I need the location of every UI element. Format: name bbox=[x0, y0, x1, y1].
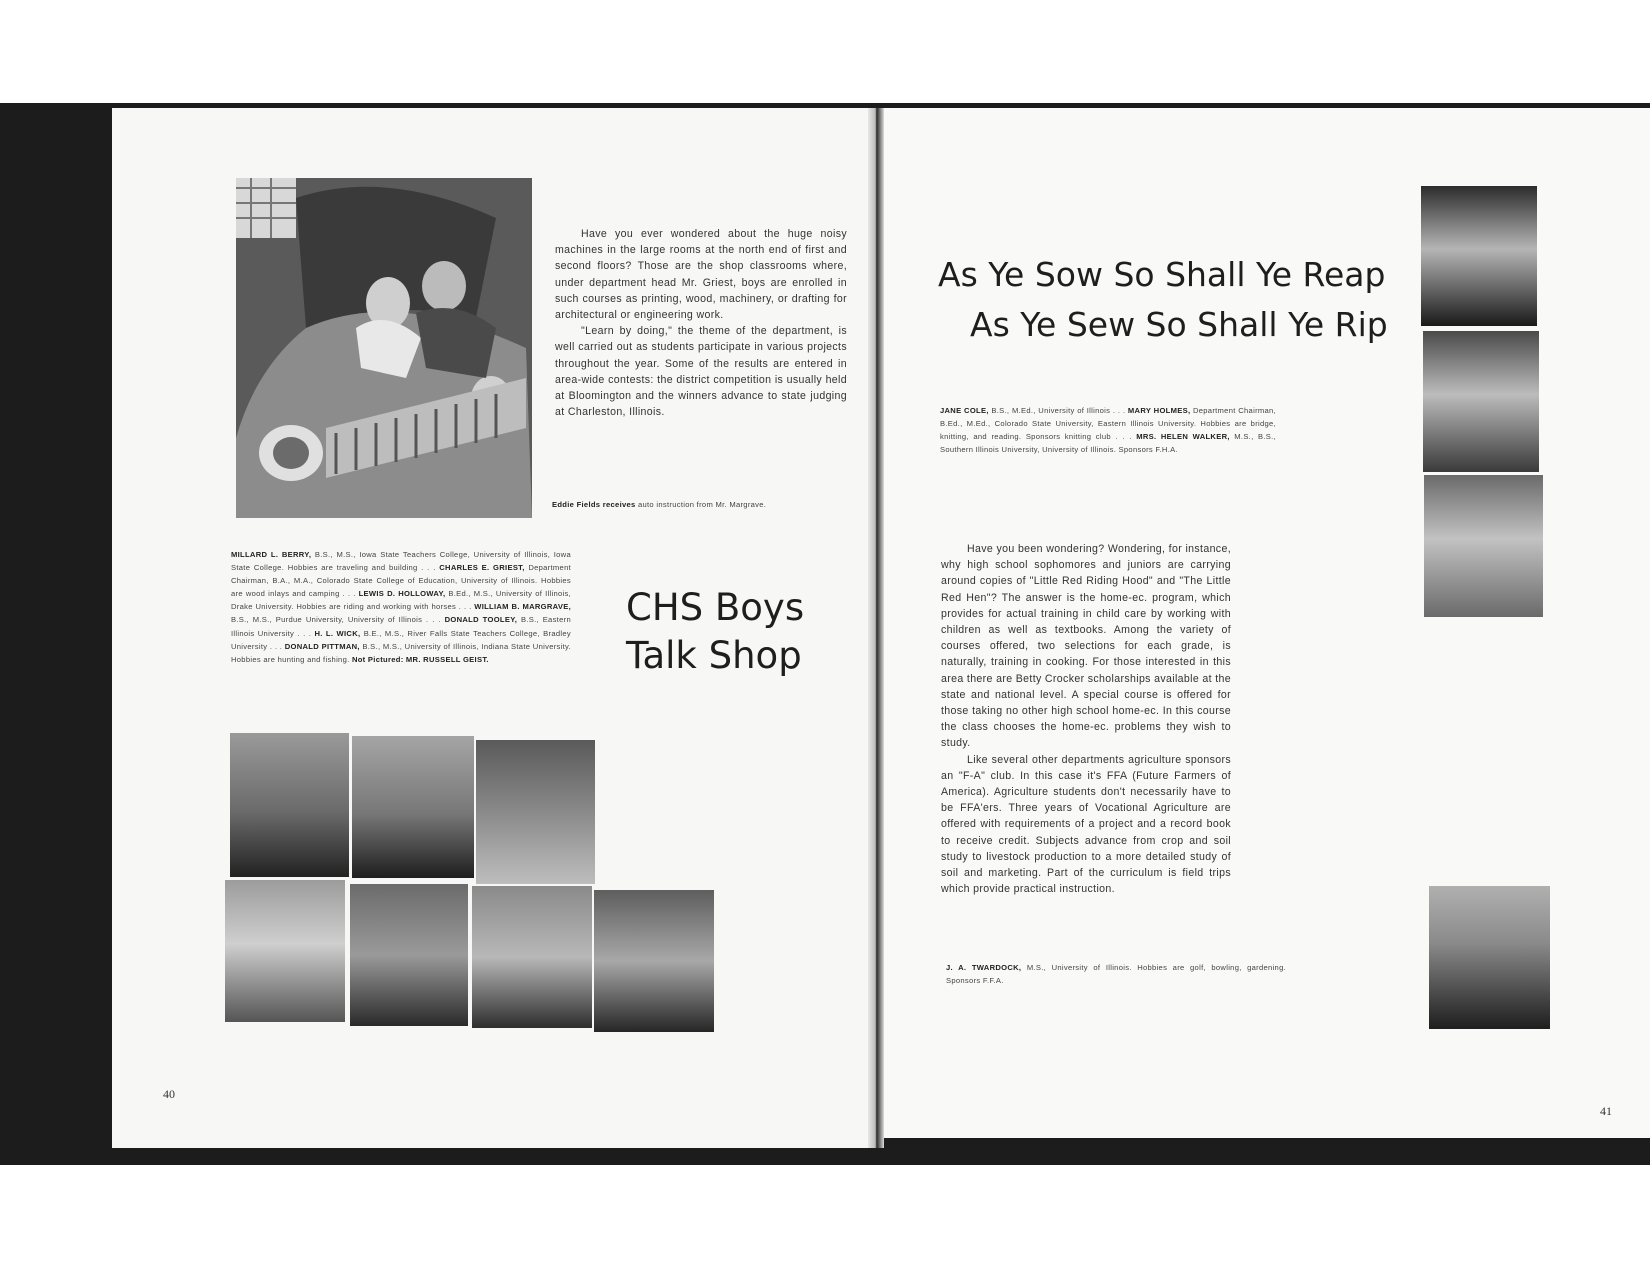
faculty-portrait bbox=[352, 736, 474, 878]
faculty-details: B.S., M.S., Purdue University, University of Illinois . . . bbox=[231, 615, 441, 625]
auto-photo-caption-bold: Eddie Fields receives bbox=[552, 500, 636, 509]
faculty-name: DONALD PITTMAN, bbox=[284, 641, 360, 651]
faculty-portrait bbox=[230, 733, 349, 877]
faculty-details: M.S., B.S., Southern Illinois University, University of Illinois. Sponsors F.H.A. bbox=[940, 432, 1276, 455]
faculty-portrait bbox=[472, 886, 592, 1028]
shop-intro-paragraph-2: "Learn by doing," the theme of the department, is well carried out as students participate in various projects throughout the year. Some of the results are entered in area-wide contests: the district competition is usually held at Bloomington and the winners advance to state judging at Charleston, Illinois. bbox=[555, 325, 847, 419]
auto-shop-photo bbox=[236, 178, 532, 518]
faculty-details: Department Chairman, B.A., M.A., Colorado State College of Education, University of Illinois. Hobbies are wood inlays and camping . . . bbox=[231, 563, 572, 599]
page-number-right: 41 bbox=[1600, 1104, 1612, 1118]
faculty-portrait bbox=[350, 884, 468, 1026]
faculty-name: LEWIS D. HOLLOWAY, bbox=[358, 589, 446, 599]
faculty-details: B.S., M.S., Iowa State Teachers College, University of Illinois, Iowa State College. Hobbies are traveling and building . . . bbox=[231, 550, 571, 573]
home-ec-paragraph: Have you been wondering? Wondering, for instance, why high school sophomores and juniors are carrying around copies of "Little Red Riding Hood" and "The Little Red Hen"? The answer is the home-ec. program, which provides for actual training in child care by working with children as well as textbooks. Among the variety of courses offered, two selections for each grade, is naturally, training in cooking. For those interested in this area there are Betty Crocker scholarships available at the state and national level. A special course is offered for those taking no other high school home-ec. In this course the class chooses the home-ec. problems they wish to study. bbox=[941, 543, 1231, 750]
shop-intro-paragraph-1: Have you ever wondered about the huge noisy machines in the large rooms at the north end of first and second floors? Those are the shop classrooms where, under department head Mr. Griest, boys are enrolled in such courses as printing, wood, machinery, or drafting for architectural or engineering work. bbox=[555, 228, 847, 322]
not-pictured-note: Not Pictured: MR. RUSSELL GEIST. bbox=[351, 654, 489, 664]
auto-photo-caption-text: auto instruction from Mr. Margrave. bbox=[637, 500, 767, 509]
faculty-portrait bbox=[594, 890, 714, 1032]
page-number-left: 40 bbox=[163, 1087, 175, 1101]
home-ec-headline-line-2: As Ye Sew So Shall Ye Rip bbox=[970, 305, 1388, 344]
faculty-name: JANE COLE, bbox=[940, 406, 989, 415]
home-ec-portrait bbox=[1424, 475, 1543, 617]
faculty-name: MRS. HELEN WALKER, bbox=[1136, 432, 1230, 442]
shop-headline-line-2: Talk Shop bbox=[626, 634, 802, 677]
book-gutter bbox=[868, 108, 884, 1148]
auto-photo-caption bbox=[552, 498, 852, 511]
faculty-name: MARY HOLMES, bbox=[1127, 406, 1191, 415]
faculty-name: H. L. WICK, bbox=[314, 628, 361, 638]
agriculture-faculty-caption bbox=[946, 961, 1286, 987]
shop-headline-line-1: CHS Boys bbox=[626, 586, 805, 629]
faculty-details: B.E., M.S., River Falls State Teachers College, Bradley University . . . bbox=[231, 628, 571, 651]
faculty-details: B.Ed., M.S., University of Illinois, Drake University. Hobbies are riding and working with horses . . . bbox=[231, 589, 571, 612]
shop-faculty-caption bbox=[231, 548, 571, 666]
home-ec-ag-text bbox=[941, 541, 1231, 897]
home-ec-portrait bbox=[1421, 186, 1537, 326]
home-ec-headline bbox=[938, 250, 1388, 350]
agriculture-paragraph: Like several other departments agriculture sponsors an "F-A" club. In this case it's FFA (Future Farmers of America). Agriculture students don't necessarily have to be FFA'ers. Three years of Vocational Agriculture are offered with requirements of a project and a record book to receive credit. Subjects advance from crop and soil study to livestock production to a more detailed study of soil and marketing. Part of the curriculum is field trips which provide practical instruction. bbox=[941, 753, 1231, 896]
home-ec-headline-line-1: As Ye Sow So Shall Ye Reap bbox=[938, 255, 1386, 294]
faculty-details: B.S., Eastern Illinois University . . . bbox=[231, 615, 571, 638]
faculty-details: M.S., University of Illinois. Hobbies are golf, bowling, gardening. Sponsors F.F.A. bbox=[946, 963, 1287, 986]
home-ec-faculty-caption bbox=[940, 404, 1276, 456]
home-ec-portrait bbox=[1423, 331, 1539, 472]
faculty-portrait bbox=[225, 880, 345, 1022]
shop-intro-text bbox=[555, 226, 847, 420]
faculty-name: MILLARD L. BERRY, bbox=[231, 550, 312, 559]
faculty-name: J. A. TWARDOCK, bbox=[946, 963, 1022, 972]
shop-headline bbox=[626, 584, 804, 680]
faculty-details: Department Chairman, B.Ed., M.Ed., Colorado State University, Eastern Illinois University. Hobbies are bridge, knitting, and reading. Sponsors knitting club . . . bbox=[940, 406, 1276, 442]
faculty-portrait bbox=[476, 740, 595, 884]
faculty-name: CHARLES E. GRIEST, bbox=[439, 563, 525, 573]
faculty-name: WILLIAM B. MARGRAVE, bbox=[474, 602, 571, 612]
faculty-name: DONALD TOOLEY, bbox=[444, 615, 518, 625]
agriculture-portrait bbox=[1429, 886, 1550, 1029]
faculty-details: B.S., M.S., University of Illinois, Indiana State University. Hobbies are hunting and fishing. bbox=[231, 641, 571, 664]
faculty-details: B.S., M.Ed., University of Illinois . . . bbox=[991, 406, 1126, 415]
